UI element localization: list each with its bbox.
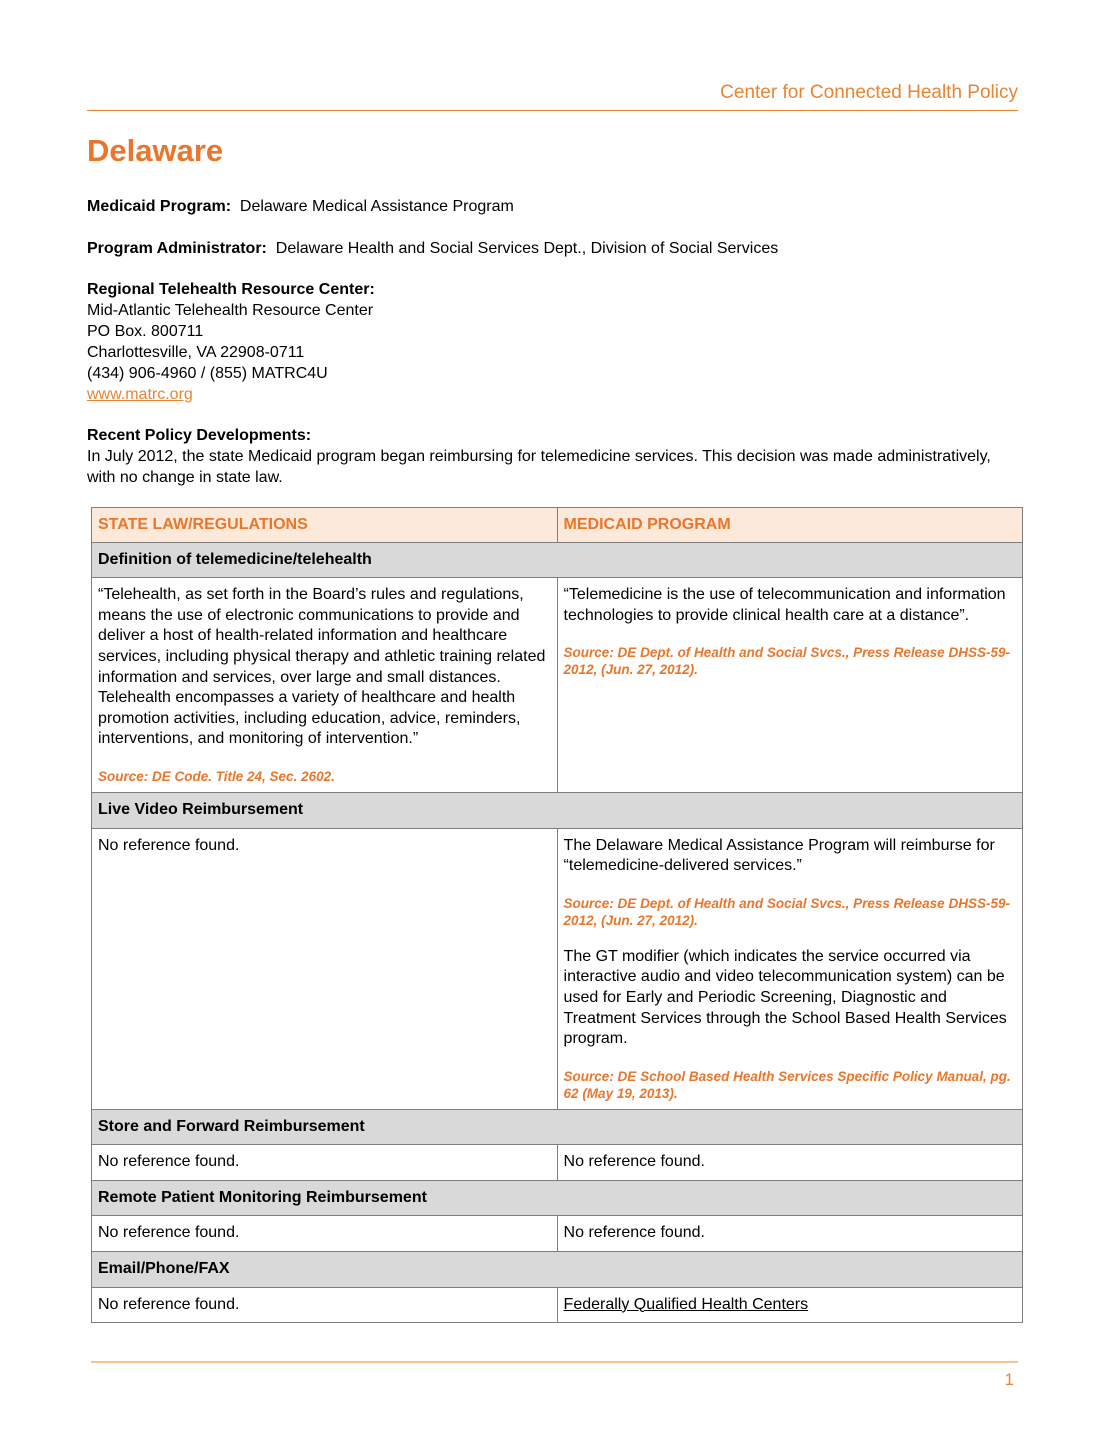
section-row-email-phone-fax (92, 1252, 1023, 1288)
state-law-cell: No reference found. (92, 1216, 558, 1252)
header-org-name: Center for Connected Health Policy (720, 82, 1018, 103)
footer-divider (91, 1361, 1018, 1363)
recent-policy-info (87, 425, 1017, 488)
medicaid-text-2: The GT modifier (which indicates the service occurred via interactive audio and video telecommunication system) can be used for Early and Periodic Screening, Diagnostic and Treatment Services through the School Based Health Services program. (563, 947, 1007, 1048)
program-administrator-value: Delaware Health and Social Services Dept., Division of Social Services (275, 240, 779, 257)
section-title: Live Video Reimbursement (92, 792, 1023, 828)
program-administrator-label: Program Administrator: (87, 240, 267, 257)
medicaid-cell: No reference found. (557, 1216, 1022, 1252)
section-row-live-video (92, 792, 1023, 828)
column-header-medicaid: MEDICAID PROGRAM (557, 508, 1022, 543)
source-citation: Source: DE Code. Title 24, Sec. 2602. (98, 768, 335, 784)
resource-center-label: Regional Telehealth Resource Center: (87, 281, 375, 298)
recent-policy-text: In July 2012, the state Medicaid program began reimbursing for telemedicine services. This decision was made administratively, with no change in state law. (87, 448, 991, 486)
section-row-definition (92, 542, 1023, 578)
medicaid-cell (557, 578, 1022, 793)
table-header-row (92, 508, 1023, 543)
section-row-store-forward (92, 1109, 1023, 1145)
state-law-cell (92, 578, 558, 793)
resource-center-phone: (434) 906-4960 / (855) MATRC4U (87, 365, 328, 382)
source-citation-2: Source: DE School Based Health Services Specific Policy Manual, pg. 62 (May 19, 2013). (563, 1068, 1011, 1101)
section-title: Store and Forward Reimbursement (92, 1109, 1023, 1145)
fqhc-link[interactable]: Federally Qualified Health Centers (563, 1295, 809, 1313)
medicaid-program-label: Medicaid Program: (87, 198, 232, 215)
medicaid-cell (557, 828, 1022, 1109)
page-title: Delaware (87, 133, 224, 168)
recent-policy-label: Recent Policy Developments: (87, 427, 312, 444)
source-citation: Source: DE Dept. of Health and Social Svcs., Press Release DHSS-59-2012, (Jun. 27, 2012). (563, 645, 1010, 678)
section-title: Email/Phone/FAX (92, 1252, 1023, 1288)
state-law-cell: No reference found. (92, 1287, 558, 1323)
header-divider (87, 110, 1018, 111)
resource-center-name: Mid-Atlantic Telehealth Resource Center (87, 302, 374, 319)
page-number: 1 (1004, 1370, 1014, 1389)
medicaid-text: The Delaware Medical Assistance Program will reimburse for “telemedicine-delivered services.” (563, 836, 995, 875)
state-law-text: No reference found. (98, 836, 240, 854)
resource-center-address1: PO Box. 800711 (87, 323, 204, 340)
table-row (92, 1287, 1023, 1323)
medicaid-program-info (87, 196, 1017, 217)
section-title: Remote Patient Monitoring Reimbursement (92, 1180, 1023, 1216)
medicaid-cell: No reference found. (557, 1145, 1022, 1181)
medicaid-program-value: Delaware Medical Assistance Program (239, 198, 514, 215)
policy-table (91, 507, 1023, 1323)
table-row (92, 1145, 1023, 1181)
state-law-cell (92, 828, 558, 1109)
resource-center-website-link[interactable]: www.matrc.org (87, 386, 193, 403)
resource-center-info (87, 279, 1017, 405)
section-row-remote-monitoring (92, 1180, 1023, 1216)
medicaid-cell (557, 1287, 1022, 1323)
section-title: Definition of telemedicine/telehealth (92, 542, 1023, 578)
table-row (92, 578, 1023, 793)
resource-center-address2: Charlottesville, VA 22908-0711 (87, 344, 305, 361)
source-citation: Source: DE Dept. of Health and Social Svcs., Press Release DHSS-59-2012, (Jun. 27, 2012). (563, 895, 1010, 928)
state-law-text: “Telehealth, as set forth in the Board’s rules and regulations, means the use of electronic communications to provide and deliver a host of health-related information and healthcare services, including physical therapy and athletic training related information and services, over large and small distances. Telehealth encompasses a variety of healthcare and health promotion activities, including education, advice, reminders, interventions, and monitoring of intervention.” (98, 586, 546, 748)
table-row (92, 1216, 1023, 1252)
table-row (92, 828, 1023, 1109)
state-law-cell: No reference found. (92, 1145, 558, 1181)
column-header-state-law: STATE LAW/REGULATIONS (92, 508, 558, 543)
program-administrator-info (87, 238, 1017, 259)
medicaid-text: “Telemedicine is the use of telecommunication and information technologies to provide clinical health care at a distance”. (563, 586, 1006, 624)
